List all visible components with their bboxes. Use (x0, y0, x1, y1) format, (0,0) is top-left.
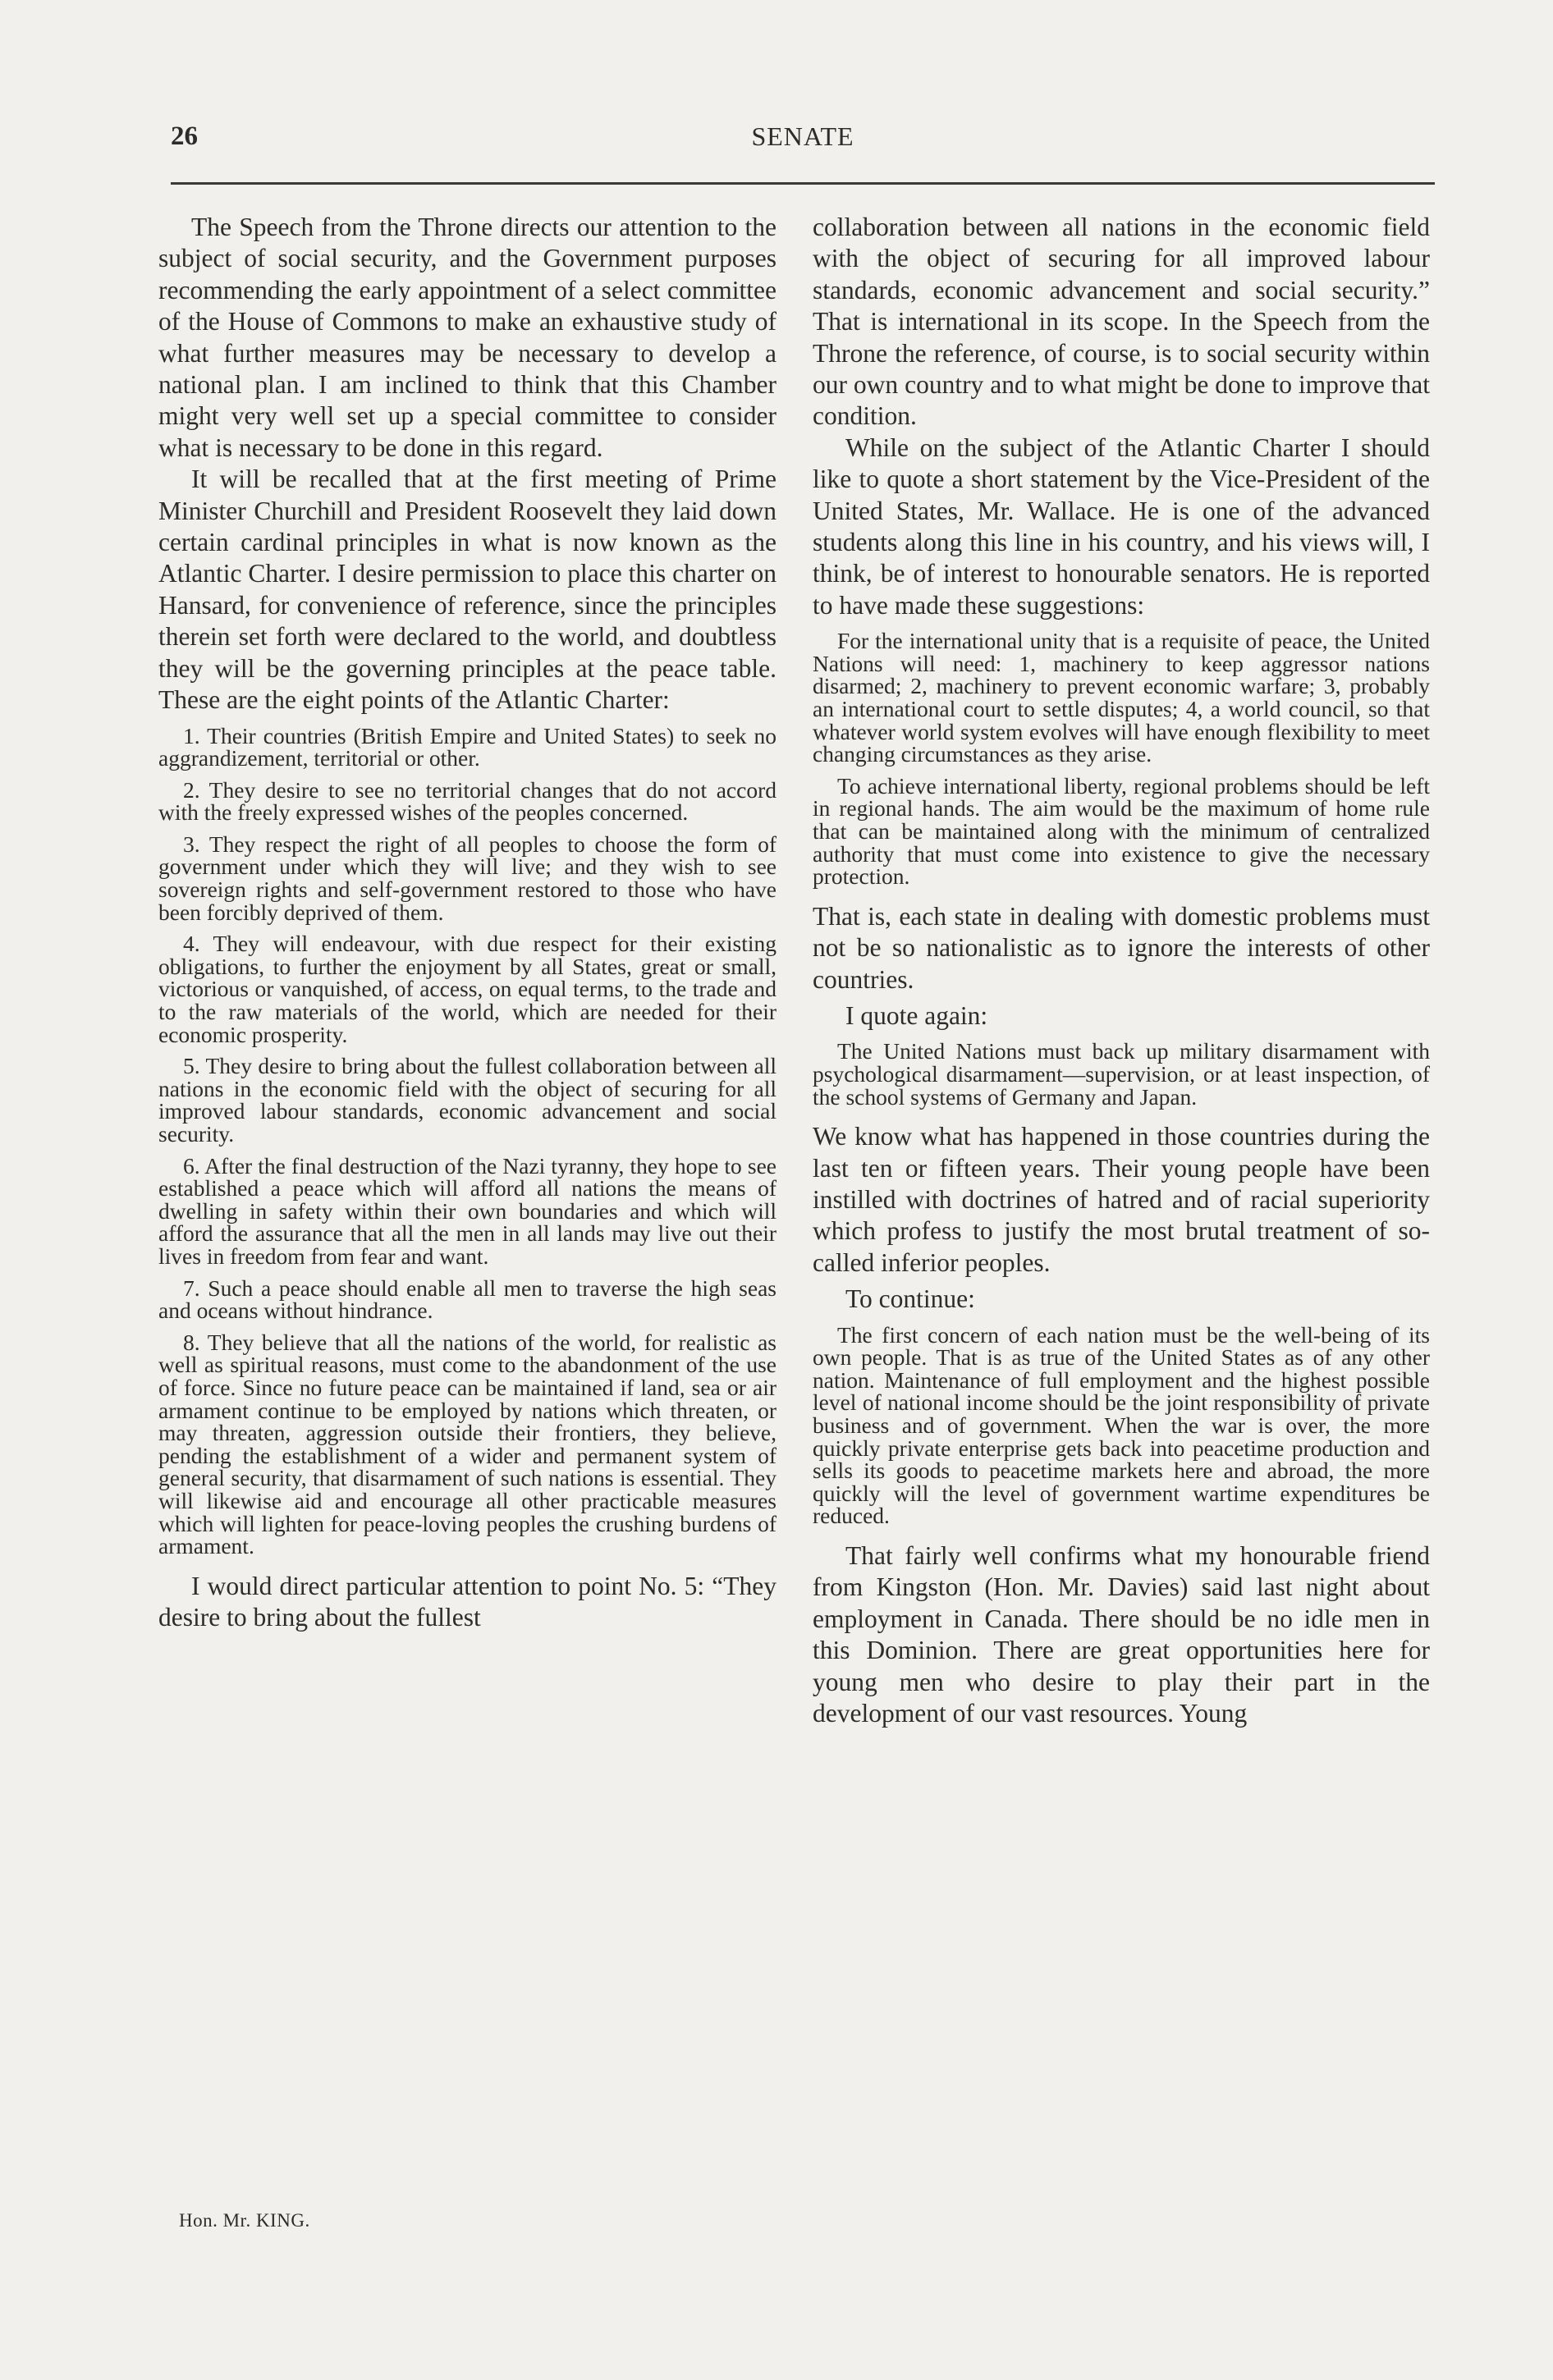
charter-point-2: 2. They desire to see no territorial changes that do not accord with the freely expressed wishes of the peoples concerned. (158, 776, 776, 826)
charter-point-6: 6. After the final destruction of the Nazi tyranny, they hope to see established a peace which will afford all nations the means of dwelling in safety within their own boundaries and which will afford the assurance that all the men in all lands may live out their lives in freedom from fear and want. (158, 1152, 776, 1269)
paragraph: I would direct particular attention to point No. 5: “They desire to bring about the fullest (158, 1571, 776, 1632)
header-rule (171, 182, 1435, 185)
charter-point-8: 8. They believe that all the nations of the world, for realistic as well as spiritual reasons, must come to the abandonment of the use of force. Since no future peace can be maintained if land, sea or air armament continue to be employed by nations which threaten, or may threaten, aggression outside their frontiers, they believe, pending the establishment of a wider and permanent system of general security, that disarmament of such nations is essential. They will likewise aid and encourage all other practicable measures which will lighten for peace-loving peoples the crushing burdens of armament. (158, 1329, 776, 1559)
page-title: SENATE (751, 121, 854, 151)
charter-point-1: 1. Their countries (British Empire and United States) to seek no aggrandizement, territorial or other. (158, 722, 776, 771)
paragraph: It will be recalled that at the first meeting of Prime Minister Churchill and President Roosevelt they laid down certain cardinal principles in what is now known as the Atlantic Charter. I desire permission to place this charter on Hansard, for convenience of reference, since the principles therein set forth were declared to the world, and doubtless they will be the governing principles at the peace table. These are the eight points of the Atlantic Charter: (158, 465, 776, 715)
right-column (813, 212, 1430, 1729)
paragraph: While on the subject of the Atlantic Charter I should like to quote a short statement by the Vice-President of the United States, Mr. Wallace. He is one of the advanced students along this line in his country, and his views will, I think, be of interest to honourable senators. He is reported to have made these suggestions: (813, 433, 1430, 620)
speaker-footer: Hon. Mr. KING. (179, 2210, 310, 2231)
left-column (158, 212, 776, 1634)
page-header (171, 121, 1435, 154)
charter-point-3: 3. They respect the right of all peoples to choose the form of government under which they will live; and they wish to see sovereign rights and self-government restored to those who have been forcibly deprived of them. (158, 831, 776, 925)
paragraph: To continue: (845, 1284, 975, 1314)
paragraph: I quote again: (845, 1001, 988, 1031)
charter-point-7: 7. Such a peace should enable all men to traverse the high seas and oceans without hindrance. (158, 1275, 776, 1324)
block-quote: For the international unity that is a requisite of peace, the United Nations will need: 1, machinery to keep aggressor nations disarmed; 2, machinery to prevent economic warfare; 3, probably an international court to settle disputes; 4, a world council, so that whatever world system evolves will have enough flexibility to meet changing circumstances as they arise. (813, 628, 1430, 767)
paragraph: The Speech from the Throne directs our attention to the subject of social security, and the Government purposes recommending the early appointment of a select committee of the House of Commons to make an exhaustive study of what further measures may be necessary to develop a national plan. I am inclined to think that this Chamber might very well set up a special committee to consider what is necessary to be done in this regard. (158, 213, 776, 462)
charter-point-5: 5. They desire to bring about the fullest collaboration between all nations in the economic field with the object of securing for all improved labour standards, economic advancement and social security. (158, 1053, 776, 1147)
charter-point-4: 4. They will endeavour, with due respect for their existing obligations, to further the enjoyment by all States, great or small, victorious or vanquished, of access, on equal terms, to the trade and to the raw materials of the world, which are needed for their economic prosperity. (158, 931, 776, 1047)
paragraph-continued: collaboration between all nations in the economic field with the object of securing for all improved labour standards, economic advancement and social security.” That is international in its scope. In the Speech from the Throne the reference, of course, is to social security within our own country and to what might be done to improve that condition. (813, 213, 1430, 431)
page-number: 26 (171, 121, 198, 151)
paragraph: That fairly well confirms what my honourable friend from Kingston (Hon. Mr. Davies) said last night about employment in Canada. There should be no idle men in this Dominion. There are great opportunities here for young men who desire to play their part in the development of our vast resources. Young (813, 1541, 1430, 1728)
block-quote: To achieve international liberty, regional problems should be left in regional hands. The aim would be the maximum of home rule that can be maintained along with the minimum of centralized authority that must come into existence to give the necessary protection. (813, 772, 1430, 890)
paragraph: We know what has happened in those countries during the last ten or fifteen years. Their young people have been instilled with doctrines of hatred and of racial superiority which profess to justify the most brutal treatment of so-called inferior peoples. (813, 1122, 1430, 1277)
paragraph: That is, each state in dealing with domestic problems must not be so nationalistic as to ignore the interests of other countries. (813, 901, 1430, 994)
block-quote: The United Nations must back up military disarmament with psychological disarmament—supervision, or at least inspection, of the school systems of Germany and Japan. (813, 1038, 1430, 1110)
block-quote: The first concern of each nation must be the well-being of its own people. That is as true of the United States as of any other nation. Maintenance of full employment and the highest possible level of national income should be the joint responsibility of private business and of government. When the war is over, the more quickly private enterprise gets back into peacetime production and sells its goods to peacetime markets here and abroad, the more quickly will the level of government wartime expenditures be reduced. (813, 1321, 1430, 1529)
